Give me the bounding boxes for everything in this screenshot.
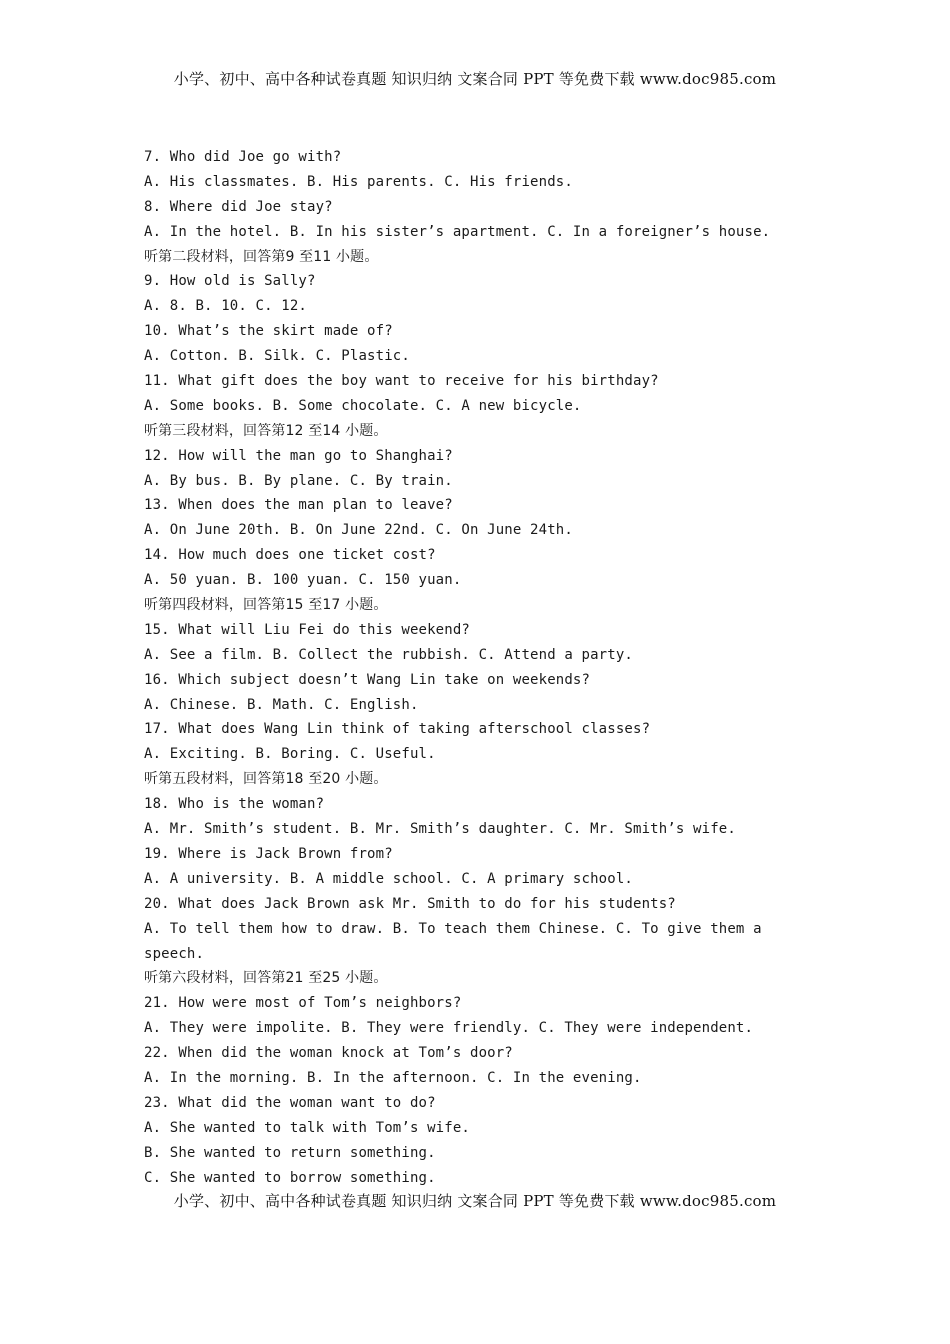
question-list bbox=[144, 145, 784, 1190]
question-9: 9. How old is Sally? bbox=[144, 273, 316, 290]
question-8-options: A. In the hotel. B. In his sister’s apartment. C. In a foreigner’s house. bbox=[144, 223, 771, 240]
question-19-options: A. A university. B. A middle school. C. A primary school. bbox=[144, 870, 633, 887]
question-12-options: A. By bus. B. By plane. C. By train. bbox=[144, 472, 453, 489]
question-7: 7. Who did Joe go with? bbox=[144, 149, 342, 165]
question-23-option-c: C. She wanted to borrow something. bbox=[144, 1169, 436, 1186]
page-header: 小学、初中、高中各种试卷真题 知识归纳 文案合同 PPT 等免费下载 www.doc985.com bbox=[173, 70, 777, 88]
question-15: 15. What will Liu Fei do this weekend? bbox=[144, 621, 470, 638]
question-20: 20. What does Jack Brown ask Mr. Smith to do for his students? bbox=[144, 895, 676, 912]
question-20-options: A. To tell them how to draw. B. To teach them Chinese. C. To give them a bbox=[144, 920, 762, 937]
question-10: 10. What’s the skirt made of? bbox=[144, 323, 393, 340]
question-23-option-b: B. She wanted to return something. bbox=[144, 1144, 436, 1161]
question-16: 16. Which subject doesn’t Wang Lin take on weekends? bbox=[144, 671, 591, 688]
question-13-options: A. On June 20th. B. On June 22nd. C. On June 24th. bbox=[144, 522, 573, 539]
question-17: 17. What does Wang Lin think of taking afterschool classes? bbox=[144, 721, 651, 738]
question-11-options: A. Some books. B. Some chocolate. C. A new bicycle. bbox=[144, 397, 582, 414]
question-13: 13. When does the man plan to leave? bbox=[144, 497, 453, 514]
section-heading-5: 听第五段材料，回答第18 至20 小题。 bbox=[144, 771, 388, 788]
question-22-options: A. In the morning. B. In the afternoon. C. In the evening. bbox=[144, 1069, 642, 1086]
question-10-options: A. Cotton. B. Silk. C. Plastic. bbox=[144, 348, 410, 365]
question-21-options: A. They were impolite. B. They were friendly. C. They were independent. bbox=[144, 1020, 754, 1037]
question-18-options: A. Mr. Smith’s student. B. Mr. Smith’s daughter. C. Mr. Smith’s wife. bbox=[144, 821, 736, 838]
question-20-options-cont: speech. bbox=[144, 945, 205, 962]
question-16-options: A. Chinese. B. Math. C. English. bbox=[144, 696, 419, 713]
question-17-options: A. Exciting. B. Boring. C. Useful. bbox=[144, 746, 436, 763]
section-heading-6: 听第六段材料，回答第21 至25 小题。 bbox=[144, 970, 388, 987]
section-heading-3: 听第三段材料，回答第12 至14 小题。 bbox=[144, 422, 388, 439]
question-7-options: A. His classmates. B. His parents. C. His friends. bbox=[144, 173, 573, 190]
question-21: 21. How were most of Tom’s neighbors? bbox=[144, 995, 462, 1012]
question-14-options: A. 50 yuan. B. 100 yuan. C. 150 yuan. bbox=[144, 572, 462, 589]
question-23: 23. What did the woman want to do? bbox=[144, 1094, 436, 1111]
question-14: 14. How much does one ticket cost? bbox=[144, 547, 436, 564]
question-8: 8. Where did Joe stay? bbox=[144, 198, 333, 215]
question-15-options: A. See a film. B. Collect the rubbish. C. Attend a party. bbox=[144, 646, 633, 663]
section-heading-4: 听第四段材料，回答第15 至17 小题。 bbox=[144, 597, 388, 614]
page-footer: 小学、初中、高中各种试卷真题 知识归纳 文案合同 PPT 等免费下载 www.doc985.com bbox=[173, 1192, 777, 1210]
question-9-options: A. 8. B. 10. C. 12. bbox=[144, 298, 307, 315]
question-19: 19. Where is Jack Brown from? bbox=[144, 845, 393, 862]
question-12: 12. How will the man go to Shanghai? bbox=[144, 447, 453, 464]
question-22: 22. When did the woman knock at Tom’s door? bbox=[144, 1045, 513, 1062]
question-18: 18. Who is the woman? bbox=[144, 796, 325, 813]
question-23-option-a: A. She wanted to talk with Tom’s wife. bbox=[144, 1119, 470, 1136]
question-11: 11. What gift does the boy want to receive for his birthday? bbox=[144, 373, 659, 390]
section-heading-2: 听第二段材料，回答第9 至11 小题。 bbox=[144, 248, 379, 265]
